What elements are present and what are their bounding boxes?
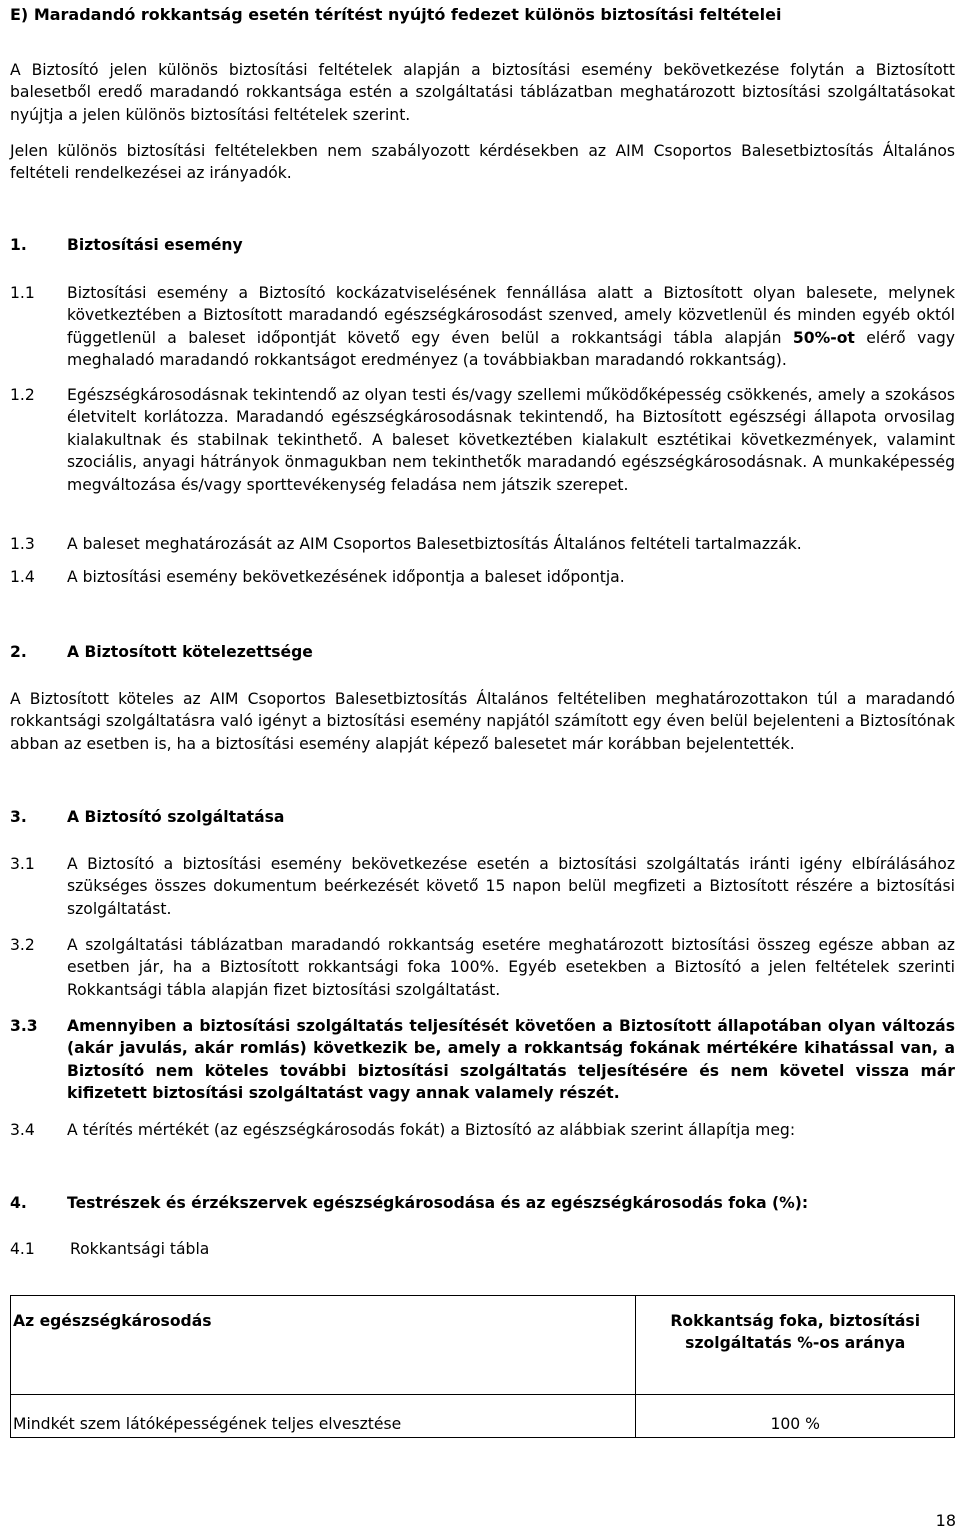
section-number: 1. [10, 236, 27, 254]
section-title: A Biztosító szolgáltatása [67, 808, 285, 826]
item-text: A baleset meghatározását az AIM Csoportos Balesetbiztosítás Általános feltételi tartalmazzák. [67, 535, 802, 553]
item-text [67, 282, 955, 372]
section-1-heading [10, 234, 243, 256]
item-text: Egészségkárosodásnak tekintendő az olyan testi és/vagy szellemi működőképesség csökkenés, amely a szokásos életvitelt korlátozza. Maradandó egészségkárosodásnak tekintendő, ha Biztosított egészségi állapota orvosilag kialakultnak és stabilnak tekinthető. A baleset következtében kialakult esztétikai következmények, valamint szociális, anyagi hátrányok önmagukban nem tekinthetők maradandó egészségkárosodásnak. A munkaképesség megváltozása és/vagy sporttevékenység feladása nem játszik szerepet. [67, 386, 955, 494]
item-text: Amennyiben a biztosítási szolgáltatás teljesítését követően a Biztosított állapotában olyan változás (akár javulás, akár romlás) következik be, amely a rokkantság fokának mértékére kihatással van, a Biztosító nem köteles további biztosítási szolgáltatás teljesítésére és nem követel vissza már kifizetett biztosítási szolgáltatást vagy annak valamely részét. [67, 1017, 955, 1103]
disability-table [10, 1295, 955, 1438]
item-text: A térítés mértékét (az egészségkárosodás fokát) a Biztosító az alábbiak szerint állapítja meg: [67, 1121, 796, 1139]
item-number: 1.1 [10, 284, 35, 302]
item-number: 1.3 [10, 535, 35, 553]
item-number: 3.3 [10, 1017, 38, 1035]
item-1-3 [10, 533, 955, 555]
item-3-3 [10, 1015, 955, 1105]
intro-paragraph-2: Jelen különös biztosítási feltételekben nem szabályozott kérdésekben az AIM Csoportos Balesetbiztosítás Általános feltételi rendelkezései az irányadók. [10, 142, 955, 183]
intro-paragraph-1: A Biztosító jelen különös biztosítási feltételek alapján a biztosítási esemény bekövetkezése folytán a Biztosított balesetből eredő maradandó rokkantsága estén a szolgáltatási táblázatban meghatározott biztosítási szolgáltatásokat nyújtja a jelen különös biztosítási feltételek szerint. [10, 61, 955, 124]
item-3-2 [10, 934, 955, 1001]
item-text-emphasis: 50%-ot [792, 328, 855, 347]
item-text: A Biztosító a biztosítási esemény bekövetkezése esetén a biztosítási szolgáltatás iránti igény elbírálásához szükséges összes dokumentum beérkezését követő 15 napon belül megfizeti a Biztosított részére a biztosítási szolgáltatást. [67, 855, 955, 918]
table-header-rate [636, 1296, 955, 1395]
table-header-condition: Az egészségkárosodás [11, 1296, 636, 1395]
item-1-2 [10, 384, 955, 496]
item-text: A biztosítási esemény bekövetkezésének időpontja a baleset időpontja. [67, 568, 625, 586]
item-1-4 [10, 566, 955, 588]
section-number: 4. [10, 1194, 27, 1212]
subsection-4-1 [10, 1238, 209, 1260]
item-number: 3.4 [10, 1121, 35, 1139]
section-title: Testrészek és érzékszervek egészségkárosodása és az egészségkárosodás foka (%): [67, 1194, 809, 1212]
table-header-rate-line-1: Rokkantság foka, biztosítási [670, 1312, 921, 1330]
table-header-row [11, 1296, 955, 1395]
section-4-heading [10, 1192, 808, 1214]
table-row [11, 1395, 955, 1438]
section-2-body: A Biztosított köteles az AIM Csoportos Balesetbiztosítás Általános feltételiben meghatározottakon túl a maradandó rokkantsági szolgáltatásra való igényt a biztosítási esemény napjától számított egy éven belül bejelenteni a Biztosítónak abban az esetben is, ha a biztosítási esemény alapját képező balesetet már korábban bejelentették. [10, 690, 955, 753]
item-1-1 [10, 282, 955, 372]
item-text-part: Biztosítási esemény a Biztosító kockázatviselésének fennállása alatt a Biztosított olyan balesete, melynek következtében a Biztosított maradandó egészségkárosodást szenved, amely közvetlenül és minden egyéb októl függetlenül a baleset időpontját követő egy éven belül a rokkantsági tábla alapján [67, 284, 955, 347]
item-number: 1.4 [10, 568, 35, 586]
section-2-heading [10, 641, 313, 663]
item-text-part: elérő vagy meghaladó maradandó rokkantságot eredményez (a továbbiakban maradandó rokkantság). [67, 328, 956, 370]
item-3-1 [10, 853, 955, 920]
item-number: 3.1 [10, 855, 35, 873]
item-3-4 [10, 1119, 955, 1141]
item-text: A szolgáltatási táblázatban maradandó rokkantság esetére meghatározott biztosítási összeg egésze abban az esetben jár, ha a Biztosított rokkantsági foka 100%. Egyéb esetekben a Biztosító a jelen feltételek szerinti Rokkantsági tábla alapján fizet biztosítási szolgáltatást. [67, 936, 955, 999]
item-number: 3.2 [10, 936, 35, 954]
table-header-rate-line-2: szolgáltatás %-os aránya [685, 1334, 906, 1353]
section-number: 3. [10, 808, 27, 826]
section-3-heading [10, 806, 284, 828]
subsection-title: Rokkantsági tábla [70, 1240, 210, 1258]
section-number: 2. [10, 643, 27, 661]
document-title: E) Maradandó rokkantság esetén térítést nyújtó fedezet különös biztosítási feltételei [10, 5, 782, 24]
subsection-number: 4.1 [10, 1240, 35, 1258]
section-title: A Biztosított kötelezettsége [67, 643, 313, 661]
table-cell-rate: 100 % [636, 1395, 955, 1438]
section-title: Biztosítási esemény [67, 236, 243, 254]
table-cell-condition: Mindkét szem látóképességének teljes elvesztése [11, 1395, 636, 1438]
item-number: 1.2 [10, 386, 35, 404]
page-number: 18 [935, 1511, 956, 1530]
